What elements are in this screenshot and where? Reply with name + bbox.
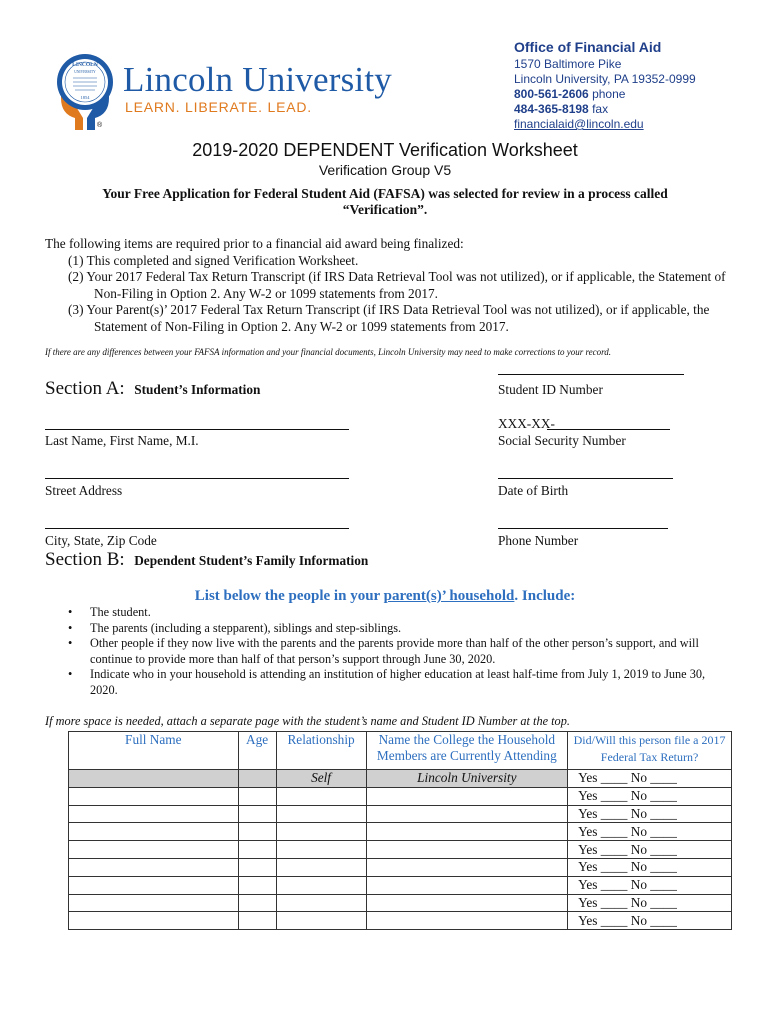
name-line[interactable] [45,429,349,430]
logo-tagline: LEARN. LIBERATE. LEAD. [125,99,312,115]
svg-text:UNIVERSITY: UNIVERSITY [74,70,96,74]
table-row [69,787,732,805]
street-line[interactable] [45,478,349,479]
name-label: Last Name, First Name, M.I. [45,433,199,448]
office-contact-block [514,40,696,132]
intro-text: Your Free Application for Federal Student Aid (FAFSA) was selected for review in a process called “Verification”. [102,186,668,217]
cell-college[interactable] [366,823,568,841]
address-line-2: Lincoln University, PA 19352-0999 [514,72,696,86]
cell-name[interactable] [69,770,239,788]
phone-label: phone [588,87,626,101]
ssn-prefix: XXX-XX- [498,416,555,431]
household-table [68,731,732,930]
cell-yes-no[interactable]: Yes ____ No ____ [568,823,732,841]
section-b-heading: Section B: Dependent Student’s Family Information [45,549,369,570]
cell-age[interactable] [238,894,276,912]
city-line[interactable] [45,528,349,529]
cell-age[interactable] [238,858,276,876]
cell-yes-no[interactable]: Yes ____ No ____ [568,787,732,805]
cell-name[interactable] [69,912,239,930]
cell-college[interactable] [366,912,568,930]
bullet-item: • The student. [68,605,728,621]
requirements-lead: The following items are required prior to a financial aid award being finalized: [45,236,464,251]
cell-college[interactable] [366,805,568,823]
table-row [69,894,732,912]
svg-text:LINCOLN: LINCOLN [72,62,98,68]
cell-name[interactable] [69,805,239,823]
household-list-heading: List below the people in your parent(s)’ household. Include: [194,588,576,604]
section-a-heading: Section A: Student’s Information [45,378,261,399]
cell-yes-no[interactable]: Yes ____ No ____ [568,858,732,876]
cell-relationship: Self [276,770,366,788]
cell-college[interactable] [366,858,568,876]
cell-yes-no[interactable]: Yes ____ No ____ [568,876,732,894]
col-header-tax-return: Did/Will this person file a 2017 Federal Tax Return? [568,732,732,770]
fax-number: 484-365-8198 [514,102,589,116]
student-id-line[interactable] [498,374,684,375]
table-header-row [69,732,732,770]
cell-yes-no[interactable]: Yes ____ No ____ [568,805,732,823]
cell-age[interactable] [238,841,276,859]
table-row [69,841,732,859]
cell-name[interactable] [69,876,239,894]
cell-yes-no[interactable]: Yes ____ No ____ [568,770,732,788]
email-link[interactable]: financialaid@lincoln.edu [514,117,644,131]
cell-age[interactable] [238,912,276,930]
cell-age[interactable] [238,823,276,841]
office-title: Office of Financial Aid [514,39,662,55]
cell-name[interactable] [69,858,239,876]
col-header-college: Name the College the Household Members are Currently Attending [366,732,568,770]
cell-age[interactable] [238,876,276,894]
cell-name[interactable] [69,787,239,805]
cell-age[interactable] [238,770,276,788]
requirement-item: (2) Your 2017 Federal Tax Return Transcript (if IRS Data Retrieval Tool was not utilized), or if applicable, the Statement of Non-Filing in Option 2. Any W-2 or 1099 statements from 2017. [68,269,726,301]
space-note: If more space is needed, attach a separate page with the student’s name and Student ID Number at the top. [45,714,570,728]
city-label: City, State, Zip Code [45,533,157,548]
table-row [69,858,732,876]
cell-college[interactable] [366,841,568,859]
cell-relationship[interactable] [276,894,366,912]
street-label: Street Address [45,483,123,498]
fax-label: fax [588,102,609,116]
cell-college[interactable] [366,894,568,912]
cell-relationship[interactable] [276,805,366,823]
cell-age[interactable] [238,805,276,823]
cell-name[interactable] [69,823,239,841]
lincoln-university-seal-logo [53,48,117,130]
requirements-list [45,236,735,335]
cell-relationship[interactable] [276,912,366,930]
phone-number: 800-561-2606 [514,87,589,101]
requirement-item: (1) This completed and signed Verification Worksheet. [68,252,359,268]
cell-relationship[interactable] [276,787,366,805]
col-header-age: Age [238,732,276,770]
table-row [69,823,732,841]
cell-college[interactable] [366,787,568,805]
cell-college[interactable] [366,876,568,894]
address-line-1: 1570 Baltimore Pike [514,57,622,71]
phone-label: Phone Number [498,533,579,548]
cell-relationship[interactable] [276,841,366,859]
include-bullets [68,605,728,698]
ssn-line[interactable] [547,429,670,430]
cell-name[interactable] [69,841,239,859]
page-subtitle: Verification Group V5 [318,162,452,178]
page-title: 2019-2020 DEPENDENT Verification Worksheet [192,140,578,160]
svg-text:1854: 1854 [80,95,90,100]
table-row [69,912,732,930]
bullet-item: • Other people if they now live with the parents and the parents provide more than half of the other person’s support, and will continue to provide more than half of that person’s support through June 30, 2020. [68,636,728,667]
dob-label: Date of Birth [498,483,569,498]
table-row [69,876,732,894]
cell-relationship[interactable] [276,876,366,894]
table-row [69,805,732,823]
phone-line[interactable] [498,528,668,529]
cell-yes-no[interactable]: Yes ____ No ____ [568,894,732,912]
phone-line [514,87,696,102]
differences-note: If there are any differences between your FAFSA information and your financial documents, Lincoln University may need to make corrections to your record. [45,347,612,357]
fax-line [514,102,696,117]
logo-wordmark: Lincoln University [123,60,392,99]
cell-age[interactable] [238,787,276,805]
registered-mark: ® [97,122,103,129]
cell-yes-no[interactable]: Yes ____ No ____ [568,912,732,930]
col-header-full-name: Full Name [69,732,239,770]
requirement-item: (3) Your Parent(s)’ 2017 Federal Tax Return Transcript (if IRS Data Retrieval Tool was not utilized), or if applicable, the Statement of Non-Filing in Option 2. Any W-2 or 1099 statements from 2017. [68,302,710,334]
student-id-label: Student ID Number [498,382,603,397]
dob-line[interactable] [498,478,673,479]
cell-yes-no[interactable]: Yes ____ No ____ [568,841,732,859]
cell-relationship[interactable] [276,858,366,876]
cell-name[interactable] [69,894,239,912]
table-row [69,770,732,788]
col-header-relationship: Relationship [276,732,366,770]
ssn-label: Social Security Number [498,433,626,448]
bullet-item: • The parents (including a stepparent), siblings and step-siblings. [68,621,728,637]
cell-college: Lincoln University [366,770,568,788]
household-underline-text: parent(s)’ household [383,588,515,604]
bullet-item: • Indicate who in your household is attending an institution of higher education at least half-time from July 1, 2019 to June 30, 2020. [68,667,728,698]
cell-relationship[interactable] [276,823,366,841]
